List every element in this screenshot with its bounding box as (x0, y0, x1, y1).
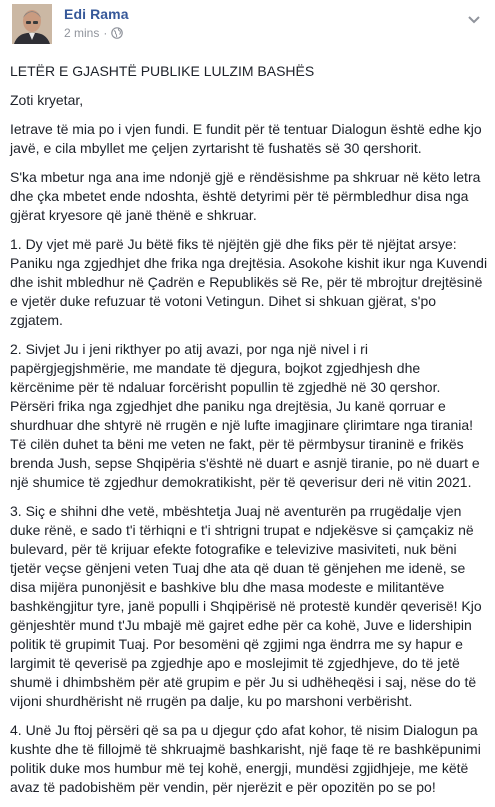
meta-separator: · (103, 26, 108, 40)
post-timestamp[interactable]: 2 mins (64, 26, 100, 40)
chevron-down-icon[interactable] (465, 10, 483, 28)
post-header (10, 0, 485, 54)
post-body (10, 54, 488, 807)
author-name[interactable]: Edi Rama (64, 6, 129, 22)
letter-paragraph: 2. Sivjet Ju i jeni rikthyer po atij avazi, por nga një nivel i ri papërgjegjshmërie, me mandate të djegura, bojkot zgjedhjesh dhe kërcënime për të ndaluar forcërisht popullin të zgjedhë në 30 qershor. Përsëri frika nga zgjedhjet dhe paniku nga drejtësia, Ju kanë qorruar e shurdhuar dhe shtyrë në rrugën e një lufte imagjinare çlirimtare nga tirania! Të cilën duhet ta bëni me veten ne fakt, për të përmbysur tiraninë e frikës brenda Jush, sepse Shqipëria s'është në duart e asnjë tiranie, po në duart e një shumice të zgjedhur demokratikisht, për të qeverisur deri në vitin 2021. (10, 341, 480, 490)
post-meta (64, 26, 123, 40)
letter-paragraph: 1. Dy vjet më parë Ju bëtë fiks të njëjtën gjë dhe fiks për të njëjtat arsye: Paniku nga zgjedhjet dhe frika nga drejtësia. Asokohe kishit ikur nga Kuvendi dhe ishit mbledhur në Çadrën e Republikës së Re, për të mbrojtur drejtësinë e vjetër duke refuzuar të votoni Vetingun. Dihet si shkuan gjërat, s'po zgjatem. (10, 236, 488, 328)
globe-icon[interactable] (111, 27, 123, 39)
letter-paragraph: 3. Siç e shihni dhe vetë, mbështetja Juaj në aventurën pa rrugëdalje vjen duke rënë, e sado t'i tërhiqni e t'i shtrigni trupat e ndjekësve si çamçakiz në bulevard, për të krijuar efekte fotografike e televizive masiviteti, nuk bëni tjetër veçse gënjeni veten Tuaj dhe ata që duan të gënjehen me idenë, se disa mijëra punonjësit e bashkive blu dhe masa modeste e militantëve bashkëngjitur tyre, janë populli i Shqipërisë në protestë kundër qeverisë! Kjo gënjeshtër mund t'Ju mbajë më gajret edhe për ca kohë, Juve e lidershipin politik të grupimit Tuaj. Por besomëni që zgjimi nga ëndrra me sy hapur e largimit të qeverisë pa zgjedhje apo e moslejimit të zgjedhjeve, do të jetë shumë i dhimbshëm për atë grupim e për Ju si udhëheqësi i saj, nëse do të vijoni shurdhërisht në rrugën pa dalje, ku po marshoni verbërisht. (10, 503, 482, 709)
letter-paragraph: S'ka mbetur nga ana ime ndonjë gjë e rëndësishme pa shkruar në këto letra dhe çka mbetet ende ndoshta, është detyrimi për të përmbledhur disa nga gjërat kryesore që janë thënë e shkruar. (10, 169, 481, 223)
letter-greeting: Zoti kryetar, (10, 92, 84, 108)
letter-title: LETËR E GJASHTË PUBLIKE LULZIM BASHËS (10, 63, 315, 79)
letter-paragraph: 4. Unë Ju ftoj përsëri që sa pa u djegur çdo afat kohor, të nisim Dialogun pa kushte dhe të fillojmë të shkruajmë bashkarisht, një faqe të re bashkëpunimi politik duke mos humbur më tej kohë, energji, mundësi zgjidhjeje, me këtë avaz të padobishëm për vendin, për njerëzit e për opozitën po se po! (10, 722, 481, 795)
letter-paragraph: Ietrave të mia po i vjen fundi. E fundit për të tentuar Dialogun është edhe kjo javë, e cila mbyllet me çeljen zyrtarisht të fushatës së 30 qershorit. (10, 121, 482, 156)
avatar[interactable] (12, 4, 52, 44)
